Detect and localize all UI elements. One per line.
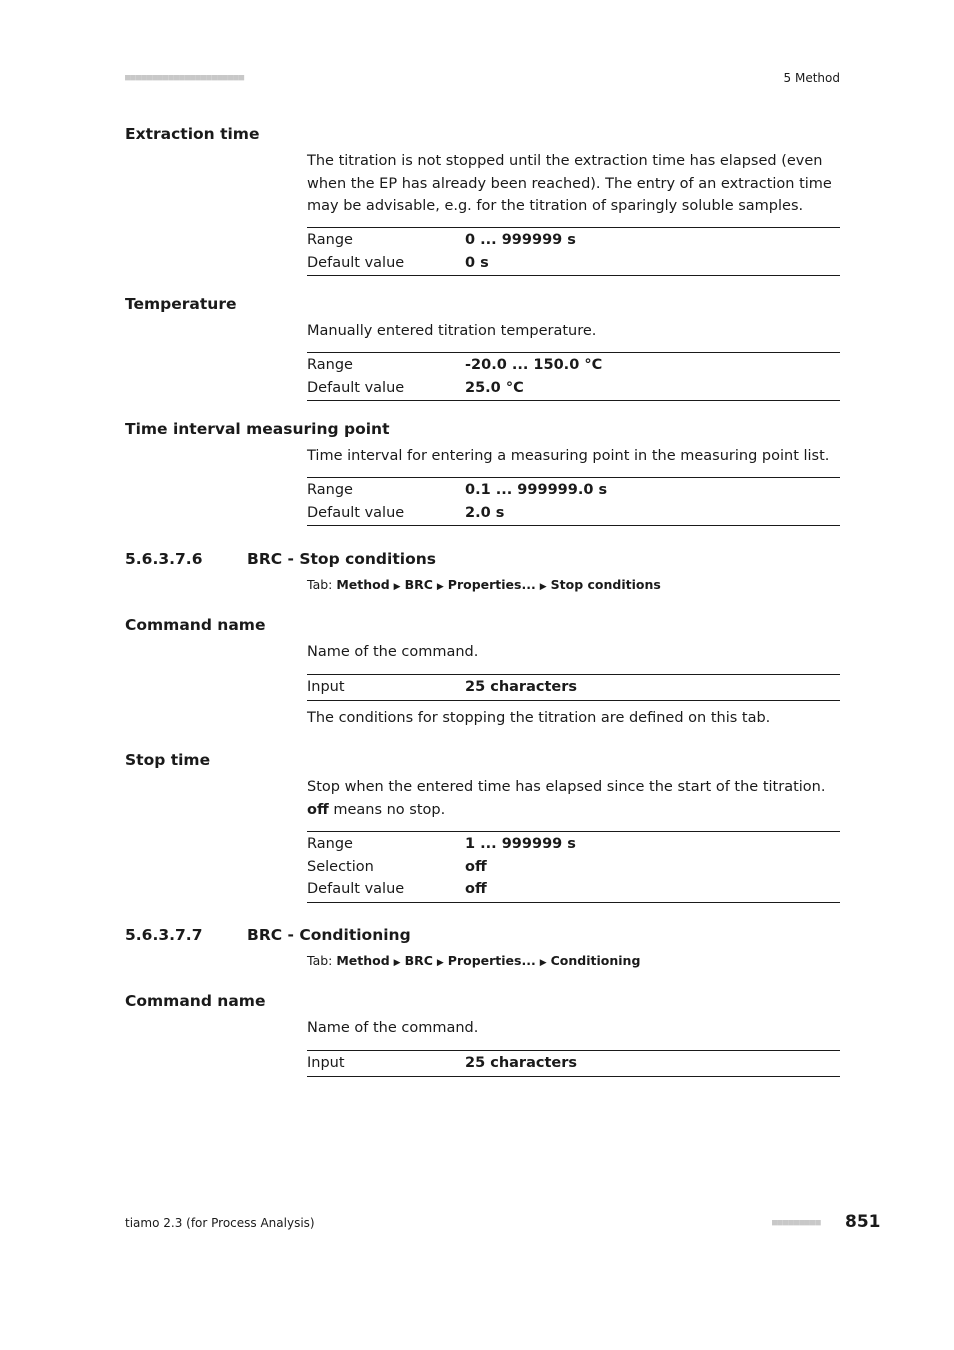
triangle-right-icon: ▶ bbox=[436, 958, 444, 968]
table-row bbox=[307, 502, 840, 525]
value-table-time-interval bbox=[307, 477, 840, 526]
section-intro-stop-conditions: The conditions for stopping the titration are defined on this tab. bbox=[307, 710, 771, 726]
chapter-title: 5 Method bbox=[783, 71, 840, 85]
row-value: -20.0 ... 150.0 °C bbox=[465, 357, 603, 374]
param-description-command-name-conditioning: Name of the command. bbox=[307, 1020, 479, 1036]
row-key: Default value bbox=[307, 254, 405, 271]
row-key: Range bbox=[307, 357, 353, 374]
tab-path-item: Method bbox=[336, 577, 390, 592]
description-text: Stop when the entered time has elapsed since the start of the titration. bbox=[307, 779, 826, 795]
value-table-stop-time bbox=[307, 831, 840, 903]
triangle-right-icon: ▶ bbox=[393, 582, 401, 592]
value-table-command-name bbox=[307, 674, 840, 701]
row-value: off bbox=[465, 858, 487, 875]
table-row bbox=[307, 833, 840, 856]
table-row bbox=[307, 878, 840, 901]
tab-prefix: Tab: bbox=[307, 577, 337, 592]
param-description-command-name: Name of the command. bbox=[307, 644, 479, 660]
param-heading-temperature: Temperature bbox=[125, 295, 237, 313]
description-text: means no stop. bbox=[328, 801, 446, 818]
row-key: Range bbox=[307, 232, 353, 249]
value-table-extraction-time bbox=[307, 227, 840, 276]
param-description-stop-time bbox=[307, 776, 840, 821]
row-value: 0 s bbox=[465, 254, 489, 271]
tab-path-item: BRC bbox=[404, 953, 433, 968]
tab-path-stop-conditions bbox=[307, 577, 661, 592]
tab-path-item: BRC bbox=[404, 577, 433, 592]
triangle-right-icon: ▶ bbox=[436, 582, 444, 592]
row-value: 0.1 ... 999999.0 s bbox=[465, 482, 608, 499]
param-heading-time-interval: Time interval measuring point bbox=[125, 420, 390, 438]
page-number: 851 bbox=[845, 1212, 881, 1232]
tab-path-conditioning bbox=[307, 953, 640, 968]
row-value: off bbox=[465, 881, 487, 898]
param-heading-command-name-conditioning: Command name bbox=[125, 992, 266, 1010]
row-value: 2.0 s bbox=[465, 504, 505, 521]
tab-path-item: Method bbox=[336, 953, 390, 968]
table-row bbox=[307, 856, 840, 879]
table-row bbox=[307, 676, 840, 699]
row-key: Default value bbox=[307, 881, 405, 898]
row-key: Input bbox=[307, 1055, 345, 1072]
param-heading-extraction-time: Extraction time bbox=[125, 125, 260, 143]
param-description-time-interval: Time interval for entering a measuring point in the measuring point list. bbox=[307, 448, 830, 464]
table-row bbox=[307, 354, 840, 377]
footer-product-name: tiamo 2.3 (for Process Analysis) bbox=[125, 1216, 315, 1230]
table-row bbox=[307, 479, 840, 502]
row-key: Input bbox=[307, 679, 345, 696]
row-key: Default value bbox=[307, 504, 405, 521]
section-number-stop-conditions: 5.6.3.7.6 bbox=[125, 550, 203, 568]
row-key: Range bbox=[307, 482, 353, 499]
table-row bbox=[307, 1052, 840, 1075]
row-value: 25 characters bbox=[465, 1055, 578, 1072]
value-table-temperature bbox=[307, 352, 840, 401]
param-heading-stop-time: Stop time bbox=[125, 751, 211, 769]
row-key: Selection bbox=[307, 858, 374, 875]
param-description-temperature: Manually entered titration temperature. bbox=[307, 323, 597, 339]
row-value: 25 characters bbox=[465, 679, 578, 696]
table-row bbox=[307, 252, 840, 275]
section-title-stop-conditions: BRC - Stop conditions bbox=[247, 550, 436, 568]
triangle-right-icon: ▶ bbox=[393, 958, 401, 968]
section-number-conditioning: 5.6.3.7.7 bbox=[125, 926, 203, 944]
row-value: 25.0 °C bbox=[465, 379, 524, 396]
header-decoration: ■■■■■■■■■■■■■■■■■■■■■■ bbox=[125, 73, 245, 83]
section-title-conditioning: BRC - Conditioning bbox=[247, 926, 411, 944]
tab-path-item: Properties... bbox=[447, 577, 536, 592]
row-key: Default value bbox=[307, 379, 405, 396]
table-row bbox=[307, 377, 840, 400]
triangle-right-icon: ▶ bbox=[539, 582, 547, 592]
param-description-extraction-time: The titration is not stopped until the extraction time has elapsed (even when the EP has already been reached). The entry of an extraction time may be advisable, e.g. for the titration of sparingly soluble samples. bbox=[307, 153, 832, 214]
footer-decoration: ■■■■■■■■■ bbox=[772, 1218, 821, 1228]
description-keyword: off bbox=[307, 801, 329, 818]
tab-path-item: Stop conditions bbox=[550, 577, 661, 592]
row-value: 0 ... 999999 s bbox=[465, 232, 576, 249]
triangle-right-icon: ▶ bbox=[539, 958, 547, 968]
table-row bbox=[307, 229, 840, 252]
row-key: Range bbox=[307, 836, 353, 853]
tab-path-item: Conditioning bbox=[550, 953, 641, 968]
param-heading-command-name: Command name bbox=[125, 616, 266, 634]
tab-prefix: Tab: bbox=[307, 953, 337, 968]
tab-path-item: Properties... bbox=[447, 953, 536, 968]
row-value: 1 ... 999999 s bbox=[465, 836, 576, 853]
value-table-command-name-conditioning bbox=[307, 1050, 840, 1077]
